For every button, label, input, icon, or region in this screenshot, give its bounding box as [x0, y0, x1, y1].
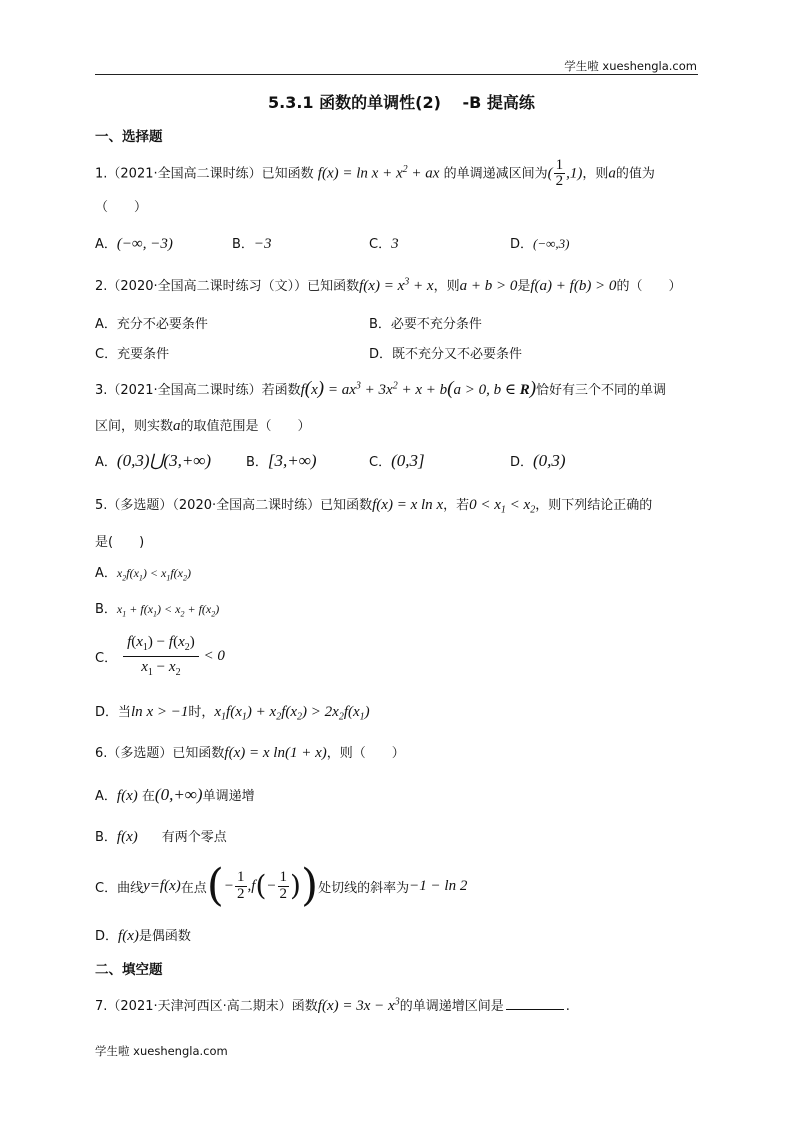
- q6-option-a[interactable]: A．f(x) 在(0,+∞)单调递增: [95, 785, 255, 804]
- q2-mid2: 是: [517, 279, 531, 294]
- q2-mid1: ，则: [433, 279, 460, 294]
- q1-fraction-half: $\frac{1}{2}$: [555, 156, 564, 190]
- q1-function: f: [317, 165, 322, 182]
- q3-option-d[interactable]: D．(0,3): [510, 451, 566, 470]
- q2-option-a[interactable]: A．充分不必要条件: [95, 317, 208, 332]
- q1-paren: （ ）: [95, 200, 148, 215]
- q6-option-c[interactable]: C． 曲线 y = f ( x ) 在点 ( − $\frac{1}{2}$ , f ( − $\frac{1}{2}$ ) ) 处切线的斜率为 −1 − ln 2: [95, 860, 468, 911]
- q6-option-b[interactable]: B．f(x) 有两个零点: [95, 829, 227, 845]
- q3-option-b[interactable]: B．[3,+∞): [246, 451, 317, 470]
- q1-option-d[interactable]: D．(−∞,3): [510, 236, 570, 252]
- q5-option-d[interactable]: D．当ln x > −1时，$x_1f(x_1) + x_2f(x_2) > 2x_2f(x_1)$: [95, 704, 370, 723]
- q1-suffix: ，则: [582, 166, 609, 182]
- q6-prefix: 6.（多选题）已知函数: [95, 746, 225, 761]
- q5-option-a[interactable]: A．$x_2f(x_1) < x_1f(x_2)$: [95, 566, 191, 583]
- question-6: 6.（多选题）已知函数f(x) = x ln(1 + x)，则（ ）: [95, 745, 405, 761]
- q3-end: 恰好有三个不同的单调: [536, 383, 667, 398]
- question-7: 7.（2021·天津河西区·高二期末）函数$f(x) = 3x - x^3$的单调递增区间是 .: [95, 996, 570, 1014]
- q7-end: 的单调递增区间是: [399, 999, 504, 1014]
- q5-line2: 是( ): [95, 535, 145, 550]
- section-fill-heading: 二、填空题: [95, 962, 163, 978]
- q5-mid: ，若: [443, 498, 470, 513]
- q3-option-a[interactable]: A．(0,3)⋃(3,+∞): [95, 451, 212, 470]
- question-3: 3.（2021·全国高二课时练）若函数$f(x) = ax^3 + 3x^2 + x + b(a > 0$, b ∈ R)恰好有三个不同的单调: [95, 378, 667, 399]
- page-title: 5.3.1 函数的单调性(2) -B 提高练: [268, 93, 535, 112]
- header-rule: [95, 74, 698, 75]
- q5-prefix: 5.（多选题）（2020·全国高二课时练）已知函数: [95, 498, 373, 513]
- q2-end: 的（ ）: [616, 279, 682, 294]
- question-2: 2.（2020·全国高二课时练习（文））已知函数$f(x) = x^3 + x$，则a + b > 0是f(a) + f(b) > 0的（ ）: [95, 276, 682, 294]
- q3-option-c[interactable]: C．(0,3]: [369, 451, 425, 470]
- q2-option-b[interactable]: B．必要不充分条件: [369, 317, 482, 332]
- q1-end: 的值为: [615, 166, 655, 182]
- section-choice-heading: 一、选择题: [95, 129, 163, 145]
- q6-end: ，则（ ）: [326, 746, 405, 761]
- q6-option-d[interactable]: D．f(x)是偶函数: [95, 928, 191, 944]
- q5-end: ，则下列结论正确的: [535, 498, 653, 513]
- q5-option-b[interactable]: B．$x_1 + f(x_1) < x_2 + f(x_2)$: [95, 602, 220, 619]
- question-5: 5.（多选题）（2020·全国高二课时练）已知函数f(x) = x ln x，若$0 < x_1 < x_2$，则下列结论正确的: [95, 497, 653, 516]
- q2-prefix: 2.（2020·全国高二课时练习（文））已知函数: [95, 279, 360, 294]
- q2-option-c[interactable]: C．充要条件: [95, 347, 170, 362]
- footer-site: 学生啦 xueshengla.com: [95, 1044, 228, 1058]
- question-1: 1.（2021·全国高二课时练）已知函数 $f(x) = \ln x + x^2$ + ax 的单调递减区间为( $\frac{1}{2}$ ,1)，则a的值为: [95, 156, 655, 190]
- q5-option-c[interactable]: C． $\frac{f(x_1) - f(x_2)}{x_1 - x_2}$ < 0: [95, 634, 225, 678]
- header-site: 学生啦 xueshengla.com: [564, 59, 697, 73]
- q1-middle: 的单调递减区间为: [443, 166, 548, 182]
- q3-prefix: 3.（2021·全国高二课时练）若函数: [95, 383, 301, 398]
- q3-line2: 区间，则实数a的取值范围是（ ）: [95, 418, 311, 434]
- q1-option-c[interactable]: C．3: [369, 236, 399, 252]
- q7-prefix: 7.（2021·天津河西区·高二期末）函数: [95, 999, 318, 1014]
- q1-prefix: 1.（2021·全国高二课时练）已知函数: [95, 166, 314, 182]
- q7-answer-blank[interactable]: [506, 997, 564, 1010]
- q1-option-a[interactable]: A．(−∞, −3): [95, 236, 173, 252]
- q2-option-d[interactable]: D．既不充分又不必要条件: [369, 347, 523, 362]
- q1-option-b[interactable]: B．−3: [232, 236, 272, 252]
